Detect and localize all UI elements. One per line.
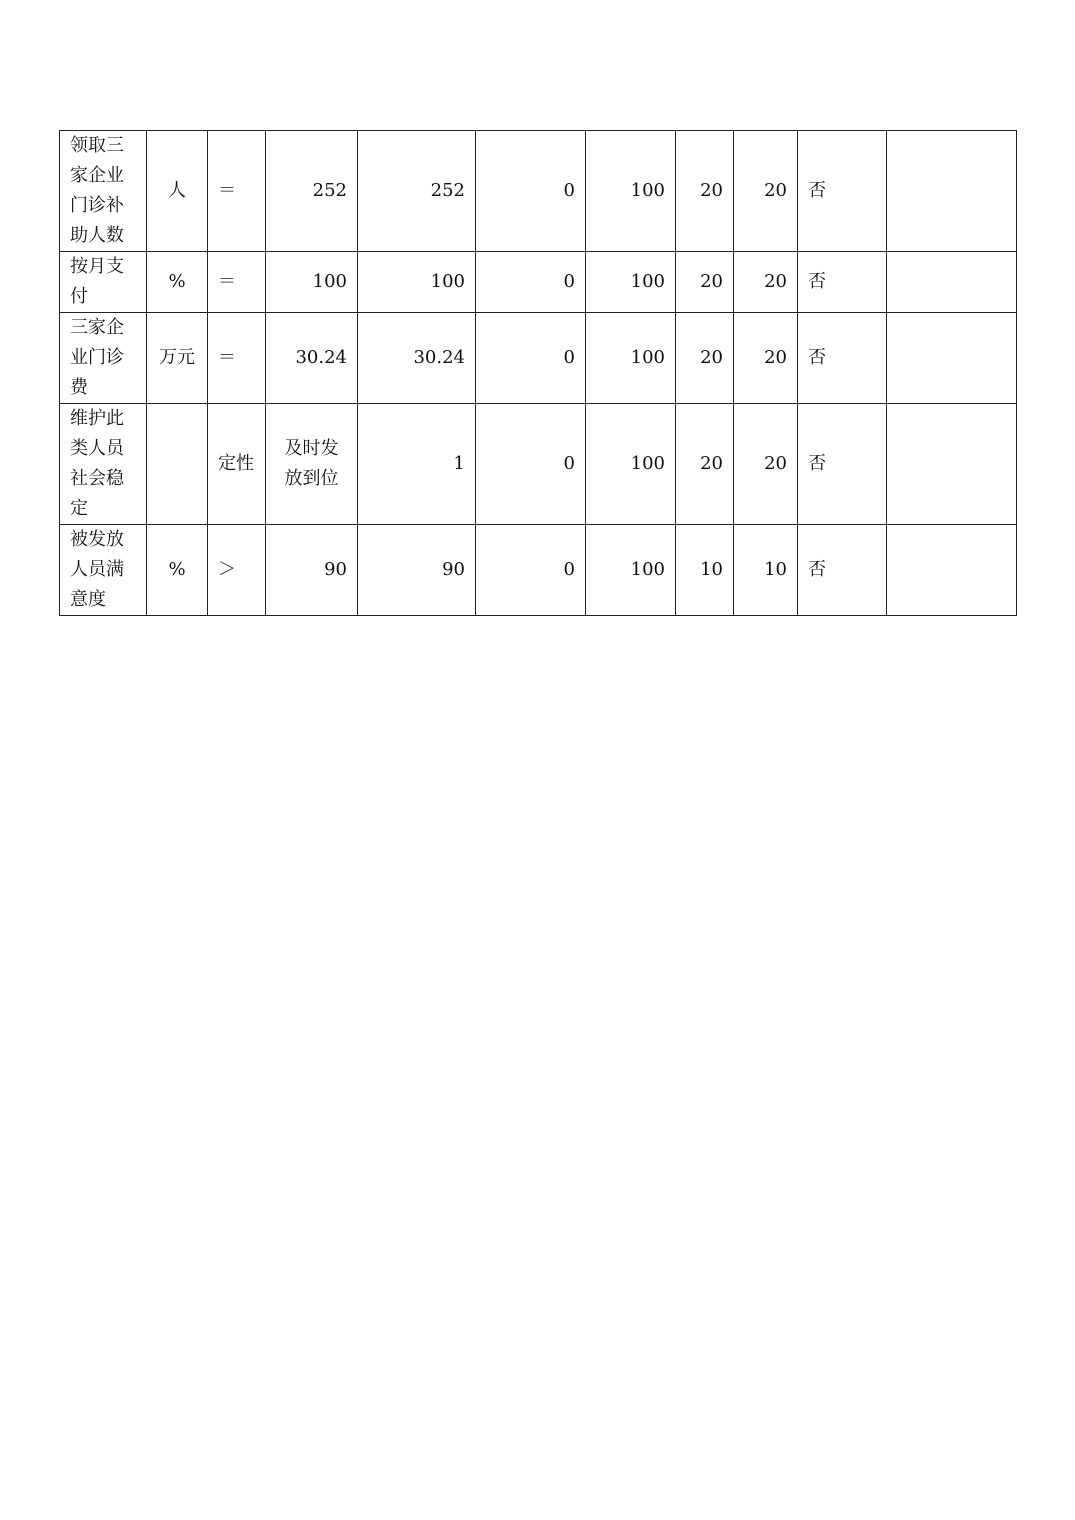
- operator-cell: ＝: [208, 252, 266, 313]
- indicator-cell: 领取三家企业门诊补助人数: [60, 131, 147, 252]
- actual-cell: 30.24: [358, 313, 476, 404]
- table-row: [60, 252, 1017, 313]
- note-cell: [887, 252, 1017, 313]
- indicator-cell: 维护此类人员社会稳定: [60, 404, 147, 525]
- score-cell: 20: [734, 131, 798, 252]
- performance-indicator-table: [59, 130, 1017, 616]
- rate-cell: 100: [586, 131, 676, 252]
- flag-cell: 否: [798, 525, 887, 616]
- operator-cell: ＝: [208, 313, 266, 404]
- actual-cell: 90: [358, 525, 476, 616]
- table-row: [60, 131, 1017, 252]
- unit-cell: 万元: [147, 313, 208, 404]
- score-cell: 10: [734, 525, 798, 616]
- target-cell: 100: [266, 252, 358, 313]
- actual-cell: 100: [358, 252, 476, 313]
- actual-cell: 1: [358, 404, 476, 525]
- unit-cell: 人: [147, 131, 208, 252]
- table-row: [60, 525, 1017, 616]
- score-cell: 20: [734, 252, 798, 313]
- operator-cell: 定性: [208, 404, 266, 525]
- deviation-cell: 0: [476, 313, 586, 404]
- table-row: [60, 404, 1017, 525]
- deviation-cell: 0: [476, 404, 586, 525]
- deviation-cell: 0: [476, 525, 586, 616]
- note-cell: [887, 313, 1017, 404]
- deviation-cell: 0: [476, 252, 586, 313]
- indicator-cell: 被发放人员满意度: [60, 525, 147, 616]
- weight-cell: 20: [676, 131, 734, 252]
- target-cell: 90: [266, 525, 358, 616]
- rate-cell: 100: [586, 313, 676, 404]
- weight-cell: 20: [676, 404, 734, 525]
- target-cell: 30.24: [266, 313, 358, 404]
- note-cell: [887, 131, 1017, 252]
- weight-cell: 20: [676, 313, 734, 404]
- flag-cell: 否: [798, 131, 887, 252]
- flag-cell: 否: [798, 313, 887, 404]
- target-cell: 及时发放到位: [266, 404, 358, 525]
- note-cell: [887, 404, 1017, 525]
- rate-cell: 100: [586, 404, 676, 525]
- target-cell: 252: [266, 131, 358, 252]
- unit-cell: %: [147, 252, 208, 313]
- flag-cell: 否: [798, 252, 887, 313]
- score-cell: 20: [734, 404, 798, 525]
- note-cell: [887, 525, 1017, 616]
- table-row: [60, 313, 1017, 404]
- score-cell: 20: [734, 313, 798, 404]
- unit-cell: %: [147, 525, 208, 616]
- operator-cell: ＝: [208, 131, 266, 252]
- flag-cell: 否: [798, 404, 887, 525]
- weight-cell: 10: [676, 525, 734, 616]
- unit-cell: [147, 404, 208, 525]
- weight-cell: 20: [676, 252, 734, 313]
- actual-cell: 252: [358, 131, 476, 252]
- operator-cell: ＞: [208, 525, 266, 616]
- indicator-cell: 按月支付: [60, 252, 147, 313]
- deviation-cell: 0: [476, 131, 586, 252]
- rate-cell: 100: [586, 252, 676, 313]
- rate-cell: 100: [586, 525, 676, 616]
- indicator-cell: 三家企业门诊费: [60, 313, 147, 404]
